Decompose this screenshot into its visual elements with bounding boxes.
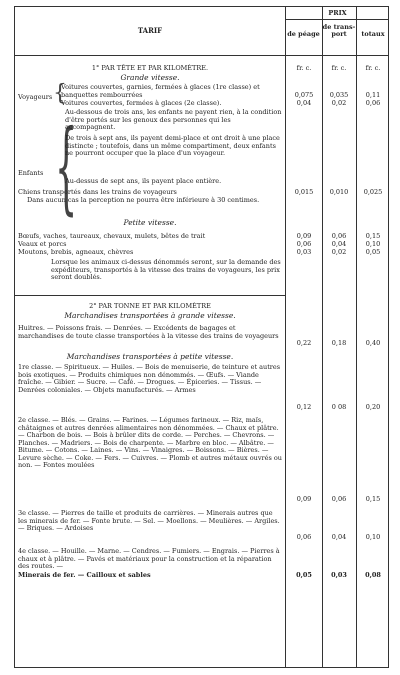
price: 0,22 (296, 339, 312, 347)
price: 0,025 (363, 188, 383, 196)
row-text: 4e classe. — Houille. — Marne. — Cendres. — Fumiers. — Engrais. — Pierres à chaux et à plâtre. — Pavés et matériaux pour la construction et la réparation des routes. — (18, 547, 280, 570)
row-text: Chiens transportés dans les trains de voyageurs (18, 188, 177, 196)
price: 0,15 (365, 232, 381, 240)
price: 0,04 (331, 240, 347, 248)
price: 0,06 (331, 495, 347, 503)
row-text: 1re classe. — Spiritueux. — Huiles. — Bois de menuiserie, de teinture et autres bois exotiques. — Produits chimiques non dénommés. — Œufs. — Viande fraîche. — Gibier. — Sucre. — Café. — Drogues. — Épiceries. — Tissus. — Denrées coloniales. — Objets manufacturés. — Armes (18, 363, 281, 394)
row-text: Au-dessus de sept ans, ils payent place entière. (65, 177, 222, 185)
price: 0,04 (331, 533, 347, 541)
row-label: Enfants (18, 169, 44, 177)
header-prix: PRIX (328, 9, 347, 17)
header-peage: de péage (287, 30, 320, 38)
row-text: 3e classe. — Pierres de taille et produits de carrières. — Minerais autres que les minerais de fer. — Fonte brute. — Sel. — Moellons. — Meulières. — Argiles. — Briques. — Ardoises (18, 509, 280, 532)
price: 0,010 (329, 188, 349, 196)
row-text: Veaux et porcs (18, 240, 67, 248)
header-transport: de trans- port (322, 23, 356, 38)
price: 0,09 (296, 495, 312, 503)
row-text: Huitres. — Poissons frais. — Denrées. — Excédents de bagages et marchandises de toute classe transportées à la vitesse des trains de voyageurs (18, 324, 279, 340)
price: 0,06 (365, 99, 381, 107)
row-text: Dans aucun cas la perception ne pourra être inférieure à 30 centimes. (27, 196, 260, 204)
row-text: Voitures couvertes, garnies, fermées à glaces (1re classe) et banquettes rembourrées (61, 83, 260, 99)
brace-icon: { (55, 108, 78, 225)
row-text: De trois à sept ans, ils payent demi-place et ont droit à une place distincte ; toutefois, dans un même compartiment, deux enfants ne pourront occuper que la place d'un voyageur. (65, 134, 280, 157)
price: 0,04 (296, 99, 312, 107)
row-text: 2e classe. — Blés. — Grains. — Farines. — Légumes farineux. — Riz, maïs, châtaignes et autres denrées alimentaires non dénommées. — Chaux et plâtre. — Charbon de bois. — Bois à brûler dits de corde. — Perches. — Chevrons. — Planches. — Madriers. — Bois de charpente. — Marbre en bloc. — Albâtre. — Bitume. — Cotons. — Laines. — Vins. — Vinaigres. — Boissons. — Bières. — Levure sèche. — Coke. — Fers. — Cuivres. — Plomb et autres métaux ouvrés ou non. — Fontes moulées (18, 416, 282, 469)
section-divider (15, 295, 285, 296)
price: 0,40 (365, 339, 381, 347)
row-text: Voitures couvertes, fermées à glaces (2e classe). (61, 99, 222, 107)
price: 0,18 (331, 339, 347, 347)
subsection-title: Marchandises transportées à petite vitesse. (66, 352, 234, 361)
row-text: Moutons, brebis, agneaux, chèvres (18, 248, 134, 256)
price: 0,10 (365, 533, 381, 541)
price: 0 08 (331, 403, 347, 411)
price: 0,015 (294, 188, 314, 196)
price: 0,03 (296, 248, 312, 256)
price: 0,02 (331, 248, 347, 256)
row-text: Lorsque les animaux ci-dessus dénommés seront, sur la demande des expéditeurs, transportés à la vitesse des trains de voyageurs, les prix seront doublés. (51, 258, 281, 281)
unit-label: fr. c. (365, 64, 381, 72)
price: 0,08 (365, 571, 381, 579)
row-text: Au-dessous de trois ans, les enfants ne payent rien, à la condition d'être portés sur les genoux des personnes qui les accompagnent. (65, 108, 282, 131)
price: 0,06 (296, 533, 312, 541)
price: 0,075 (294, 91, 314, 99)
header-divider (15, 55, 388, 56)
price: 0,11 (365, 91, 381, 99)
subsection-title: Grande vitesse. (120, 73, 180, 82)
row-label: Voyageurs (18, 93, 53, 101)
price: 0,10 (365, 240, 381, 248)
price: 0,12 (296, 403, 312, 411)
row-text-bold: Minerais de fer. — Cailloux et sables (18, 571, 151, 579)
prix-divider (285, 19, 388, 20)
price: 0,06 (331, 232, 347, 240)
row-text: Bœufs, vaches, taureaux, chevaux, mulets, bêtes de trait (18, 232, 206, 240)
price: 0,03 (331, 571, 347, 579)
price: 0,02 (331, 99, 347, 107)
unit-label: fr. c. (296, 64, 312, 72)
header-tarif: TARIF (137, 26, 163, 35)
price: 0,09 (296, 232, 312, 240)
section-title: 1° PAR TÊTE ET PAR KILOMÈTRE. (91, 64, 209, 72)
subsection-title: Petite vitesse. (123, 218, 177, 227)
price: 0,05 (296, 571, 312, 579)
price: 0,20 (365, 403, 381, 411)
section-title: 2° PAR TONNE ET PAR KILOMÈTRE (89, 302, 211, 310)
tariff-table (14, 6, 389, 668)
price: 0,05 (365, 248, 381, 256)
price: 0,15 (365, 495, 381, 503)
subsection-title: Marchandises transportées à grande vitesse. (64, 311, 236, 320)
price: 0,035 (329, 91, 349, 99)
price: 0,06 (296, 240, 312, 248)
header-totaux: totaux (361, 30, 385, 38)
brace-icon: { (53, 81, 67, 106)
unit-label: fr. c. (331, 64, 347, 72)
